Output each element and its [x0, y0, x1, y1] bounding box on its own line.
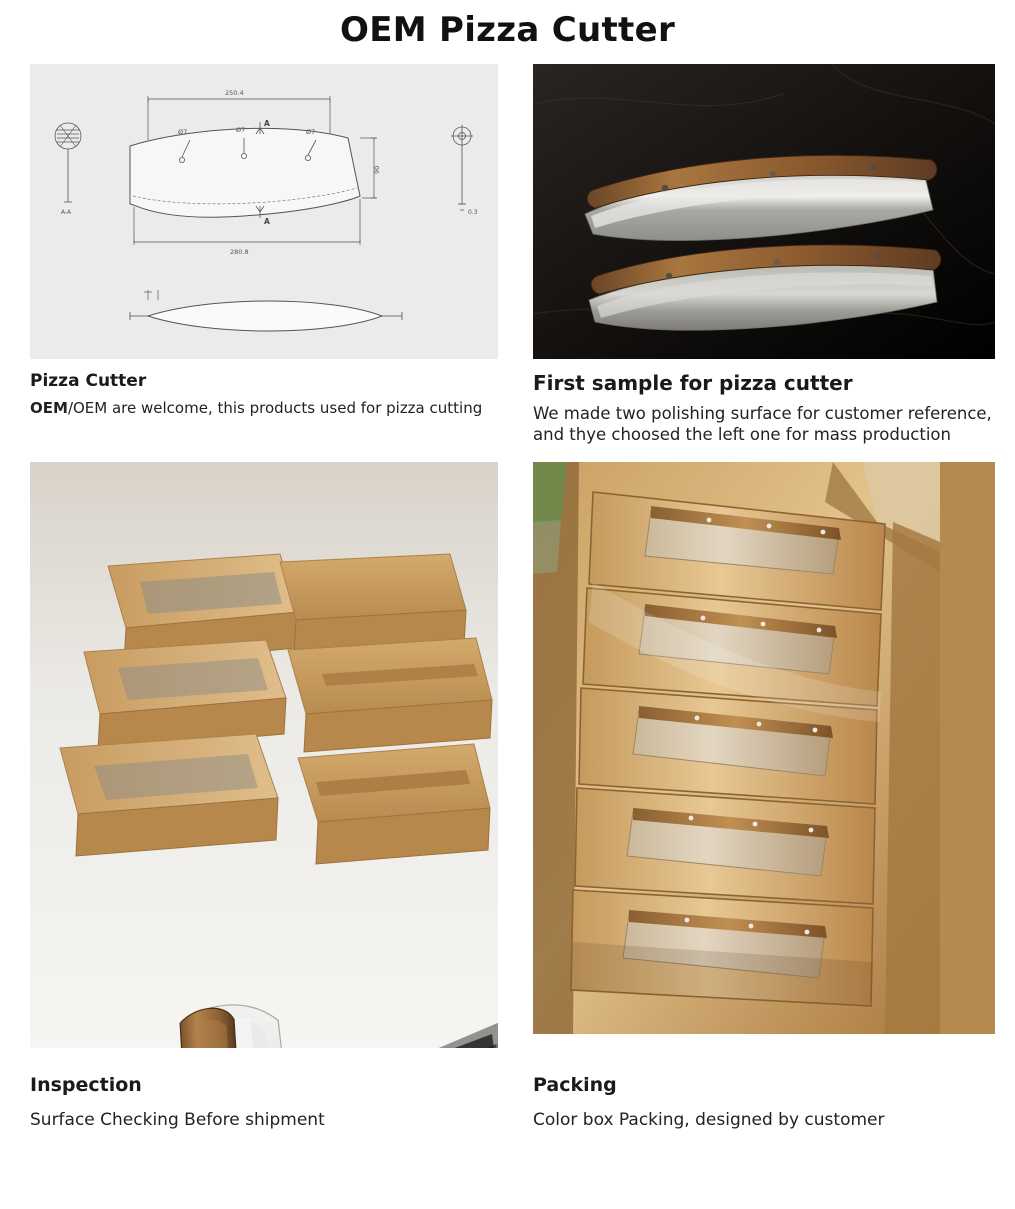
caption-text-packing: Color box Packing, designed by customer: [533, 1109, 885, 1130]
inspection-photo: [30, 462, 498, 1048]
caption-lead-oem: OEM: [30, 399, 68, 417]
block-drawing: [0, 64, 518, 446]
caption-text-drawing: [30, 399, 498, 418]
svg-text:A: A: [264, 119, 270, 128]
svg-text:250.4: 250.4: [225, 89, 244, 97]
svg-text:A-A: A-A: [61, 209, 72, 216]
caption-title-first-sample: First sample for pizza cutter: [533, 371, 853, 395]
caption-text-inspection: Surface Checking Before shipment: [30, 1109, 325, 1130]
svg-text:90: 90: [373, 165, 381, 174]
caption-text-first-sample: We made two polishing surface for customer reference, and thye choosed the left one for mass production: [533, 404, 992, 445]
svg-text:Ø7: Ø7: [178, 128, 188, 136]
content-row-1: [0, 64, 1015, 446]
content-row-3: [0, 1062, 1015, 1132]
svg-text:0.3: 0.3: [468, 209, 478, 216]
caption-title-packing: Packing: [533, 1073, 617, 1096]
content-row-2: [0, 462, 1015, 1048]
caption-inspection: [0, 1062, 518, 1132]
pizza-cutter-technical-drawing: [30, 64, 498, 359]
caption-title-drawing: Pizza Cutter: [30, 371, 147, 391]
svg-text:A: A: [264, 217, 270, 226]
svg-text:Ø7: Ø7: [306, 128, 316, 136]
block-first-sample: [518, 64, 1015, 446]
svg-text:280.8: 280.8: [230, 248, 249, 256]
caption-title-inspection: Inspection: [30, 1073, 142, 1096]
packing-photo: [533, 462, 995, 1034]
block-inspection: [0, 462, 518, 1048]
caption-packing: [518, 1062, 1015, 1132]
svg-text:Ø7: Ø7: [236, 126, 246, 134]
first-sample-photo: [533, 64, 995, 359]
page-title: OEM Pizza Cutter: [339, 10, 676, 50]
product-detail-page: [0, 10, 1015, 1209]
block-packing: [518, 462, 1015, 1048]
caption-body-drawing: /OEM are welcome, this products used for pizza cutting: [67, 399, 483, 417]
